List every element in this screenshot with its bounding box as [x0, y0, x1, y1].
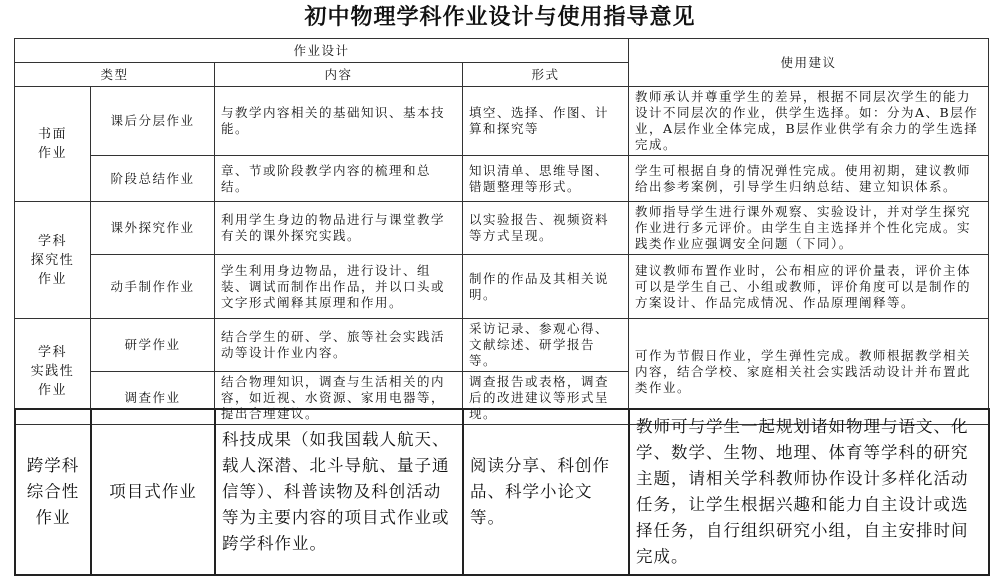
guidance-table	[14, 38, 989, 425]
content-cell: 与教学内容相关的基础知识、基本技能。	[215, 87, 463, 156]
content-cell: 结合物理知识，调查与生活相关的内容，如近视、水资源、家用电器等，提出合理建议。	[215, 372, 463, 425]
category-written: 书面 作业	[15, 87, 91, 202]
header-usage: 使用建议	[629, 39, 989, 87]
table-row	[15, 156, 989, 202]
form-cell: 调查报告或表格，调查后的改进建议等形式呈现。	[463, 372, 629, 425]
content-cell: 结合学生的研、学、旅等社会实践活动等设计作业内容。	[215, 319, 463, 372]
form-cell: 填空、选择、作图、计算和探究等	[463, 87, 629, 156]
subtype-cell: 项目式作业	[91, 409, 215, 575]
content-cell: 科技成果（如我国载人航天、载人深潜、北斗导航、量子通信等）、科普读物及科创活动等为主要内容的项目式作业或跨学科作业。	[215, 409, 463, 575]
form-cell: 以实验报告、视频资料等方式呈现。	[463, 202, 629, 255]
subtype-cell: 阶段总结作业	[91, 156, 215, 202]
usage-cell: 教师指导学生进行课外观察、实验设计，并对学生探究作业进行多元评价。由学生自主选择并个性化完成。实践类作业应强调安全问题（下同）。	[629, 202, 989, 255]
table-row	[15, 409, 989, 575]
usage-cell: 学生可根据自身的情况弹性完成。使用初期，建议教师给出参考案例，引导学生归纳总结、建立知识体系。	[629, 156, 989, 202]
category-practice: 学科 实践性 作业	[15, 319, 91, 425]
cross-disciplinary-table	[14, 408, 990, 576]
table-row	[15, 202, 989, 255]
usage-cell: 教师承认并尊重学生的差异，根据不同层次学生的能力设计不同层次的作业，供学生选择。如：分为A、B层作业，A层作业全体完成，B层作业供学有余力的学生选择完成。	[629, 87, 989, 156]
subtype-cell: 课外探究作业	[91, 202, 215, 255]
content-cell: 利用学生身边的物品进行与课堂教学有关的课外探究实践。	[215, 202, 463, 255]
subtype-cell: 动手制作作业	[91, 255, 215, 319]
usage-cell: 建议教师布置作业时，公布相应的评价量表，评价主体可以是学生自己、小组或教师，评价角度可以是制作的方案设计、作品完成情况、作品原理阐释等。	[629, 255, 989, 319]
table-row	[15, 87, 989, 156]
header-form: 形式	[463, 63, 629, 87]
category-inquiry: 学科 探究性 作业	[15, 202, 91, 319]
form-cell: 知识清单、思维导图、错题整理等形式。	[463, 156, 629, 202]
content-cell: 学生利用身边物品，进行设计、组装、调试而制作出作品，并以口头或文字形式阐释其原理和作用。	[215, 255, 463, 319]
usage-cell: 教师可与学生一起规划诸如物理与语文、化学、数学、生物、地理、体育等学科的研究主题，请相关学科教师协作设计多样化活动任务，让学生根据兴趣和能力自主设计或选择任务，自行组织研究小组，自主安排时间完成。	[629, 409, 989, 575]
table-row	[15, 319, 989, 372]
table-row	[15, 255, 989, 319]
subtype-cell: 调查作业	[91, 372, 215, 425]
usage-cell: 可作为节假日作业，学生弹性完成。教师根据教学相关内容，结合学校、家庭相关社会实践活动设计并布置此类作业。	[629, 319, 989, 425]
content-cell: 章、节或阶段教学内容的梳理和总结。	[215, 156, 463, 202]
category-cross: 跨学科 综合性 作业	[15, 409, 91, 575]
form-cell: 采访记录、参观心得、文献综述、研学报告等。	[463, 319, 629, 372]
page-title: 初中物理学科作业设计与使用指导意见	[304, 5, 696, 30]
subtype-cell: 课后分层作业	[91, 87, 215, 156]
subtype-cell: 研学作业	[91, 319, 215, 372]
header-type: 类型	[15, 63, 215, 87]
form-cell: 制作的作品及其相关说明。	[463, 255, 629, 319]
header-content: 内容	[215, 63, 463, 87]
form-cell: 阅读分享、科创作品、科学小论文等。	[463, 409, 629, 575]
header-design: 作业设计	[15, 39, 629, 63]
